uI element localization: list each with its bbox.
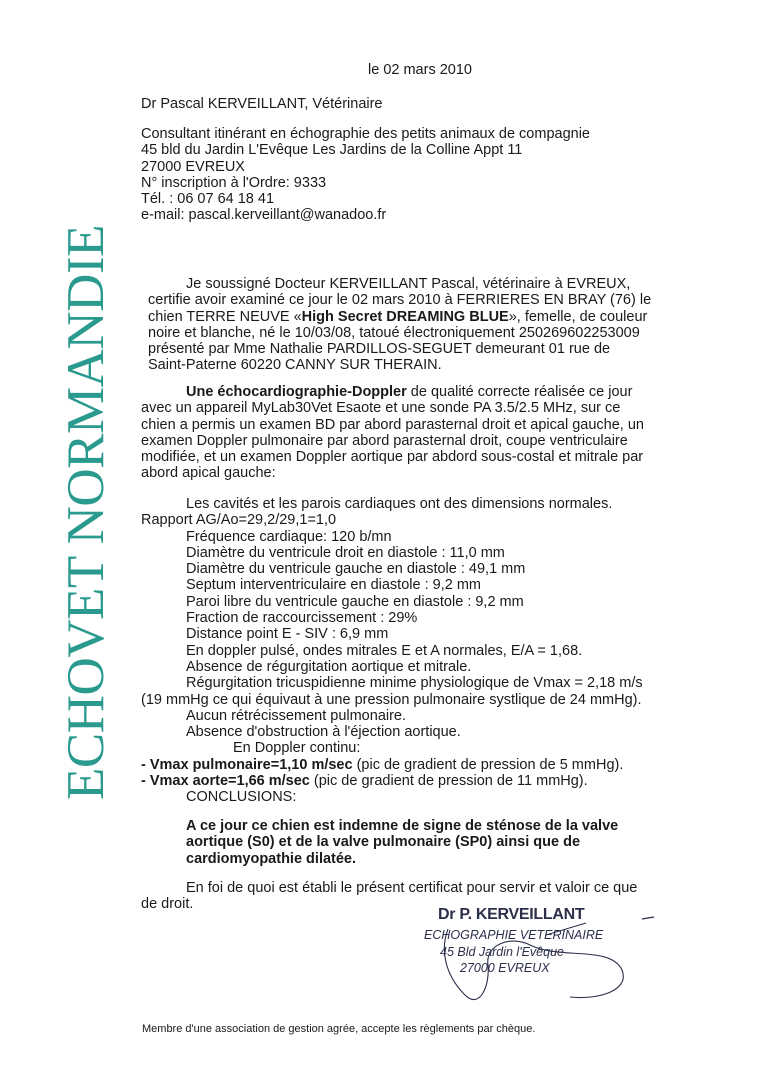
exam-line: abord apical gauche:	[141, 465, 276, 482]
exam-paragraph	[141, 384, 644, 482]
results-section	[141, 496, 643, 789]
exam-line: examen Doppler pulmonaire par abord parasternal droit, coupe ventriculaire	[141, 432, 628, 449]
intro-line: chien TERRE NEUVE «High Secret DREAMING BLUE», femelle, de couleur	[148, 308, 648, 325]
intro-paragraph	[141, 276, 651, 374]
results-intro: Les cavités et les parois cardiaques ont des dimensions normales.	[186, 496, 613, 512]
intro-line: présenté par Mme Nathalie PARDILLOS-SEGUET demeurant 01 rue de	[148, 341, 611, 358]
result-item: Fraction de raccourcissement : 29%	[186, 610, 418, 627]
exam-line: chien a permis un examen BD par abord parasternal droit et apical gauche, un	[141, 416, 644, 433]
letterhead-contact	[141, 126, 590, 224]
result-item: Diamètre du ventricule gauche en diastole : 49,1 mm	[186, 561, 526, 578]
result-item: Diamètre du ventricule droit en diastole : 11,0 mm	[186, 544, 505, 561]
footer-note: Membre d'une association de gestion agrée, accepte les règlements par chèque.	[142, 1023, 536, 1035]
letter-date: le 02 mars 2010	[368, 62, 472, 78]
closing-line: En foi de quoi est établi le présent certificat pour servir et valoir ce que	[186, 880, 638, 896]
intro-line: Saint-Paterne 60220 CANNY SUR THERAIN.	[148, 357, 442, 374]
vet-name: Dr Pascal KERVEILLANT, Vétérinaire	[141, 96, 383, 112]
conclusion-line: cardiomyopathie dilatée.	[186, 850, 357, 867]
result-item: Paroi libre du ventricule gauche en diastole : 9,2 mm	[186, 593, 524, 610]
result-item: Absence de régurgitation aortique et mitrale.	[186, 658, 472, 675]
contact-line: Tél. : 06 07 64 18 41	[141, 191, 275, 208]
exam-line: avec un appareil MyLab30Vet Esaote et une sonde PA 3.5/2.5 MHz, sur ce	[141, 400, 621, 417]
conclusions-title: CONCLUSIONS:	[186, 789, 297, 805]
exam-line: Une échocardiographie-Doppler de qualité correcte réalisée ce jour	[186, 384, 633, 400]
stamp-line: Dr P. KERVEILLANT	[438, 906, 585, 923]
contact-line: N° inscription à l'Ordre: 9333	[141, 174, 327, 191]
intro-line: certifie avoir examiné ce jour le 02 mars 2010 à FERRIERES EN BRAY (76) le	[148, 292, 652, 309]
vet-stamp	[410, 905, 660, 1017]
contact-line: 45 bld du Jardin L'Evêque Les Jardins de la Colline Appt 11	[141, 142, 523, 159]
intro-line: Je soussigné Docteur KERVEILLANT Pascal, vétérinaire à EVREUX,	[186, 276, 631, 292]
conclusion-line: A ce jour ce chien est indemne de signe de sténose de la valve	[186, 818, 619, 834]
tricuspid-note: (19 mmHg ce qui équivaut à une pression pulmonaire systlique de 24 mmHg).	[141, 691, 642, 708]
result-item: Fréquence cardiaque: 120 b/mn	[186, 528, 392, 545]
dog-name: High Secret DREAMING BLUE	[301, 308, 509, 325]
conclusions-text	[186, 818, 618, 867]
result-item: En doppler pulsé, ondes mitrales E et A normales, E/A = 1,68.	[186, 642, 583, 659]
closing-line: de droit.	[141, 896, 194, 913]
contact-line: e-mail: pascal.kerveillant@wanadoo.fr	[141, 207, 387, 224]
contact-line: 27000 EVREUX	[141, 158, 245, 175]
result-item: Septum interventriculaire en diastole : 9,2 mm	[186, 577, 481, 594]
aortic-ratio: Rapport AG/Ao=29,2/29,1=1,0	[141, 512, 337, 529]
stamp-line: 27000 EVREUX	[460, 961, 550, 975]
vertical-brand-text: ECHOVET NORMANDIE	[57, 225, 115, 800]
intro-line: noire et blanche, né le 10/03/08, tatoué électroniquement 250269602253009	[148, 324, 640, 341]
exam-line: modifiée, et un examen Doppler aortique par abdord sous-costal et mitrale par	[141, 449, 644, 466]
doppler-heading: En Doppler continu:	[233, 740, 361, 757]
vmax-aorta: - Vmax aorte=1,66 m/sec (pic de gradient de pression de 11 mmHg).	[141, 773, 588, 790]
stamp-line: 45 Bld Jardin l'Evêque	[440, 945, 564, 959]
result-item: Aucun rétrécissement pulmonaire.	[186, 707, 407, 724]
signature-scribble	[410, 905, 660, 1017]
stamp-line: ECHOGRAPHIE VETERINAIRE	[424, 928, 604, 942]
result-item: Distance point E - SIV : 6,9 mm	[186, 626, 389, 643]
result-item: Régurgitation tricuspidienne minime physiologique de Vmax = 2,18 m/s	[186, 675, 643, 692]
contact-line: Consultant itinérant en échographie des petits animaux de compagnie	[141, 126, 590, 142]
vmax-pulmonary: - Vmax pulmonaire=1,10 m/sec (pic de gradient de pression de 5 mmHg).	[141, 756, 624, 773]
conclusion-line: aortique (S0) et de la valve pulmonaire (SP0) ainsi que de	[186, 834, 581, 851]
result-item: Absence d'obstruction à l'éjection aortique.	[186, 724, 461, 741]
